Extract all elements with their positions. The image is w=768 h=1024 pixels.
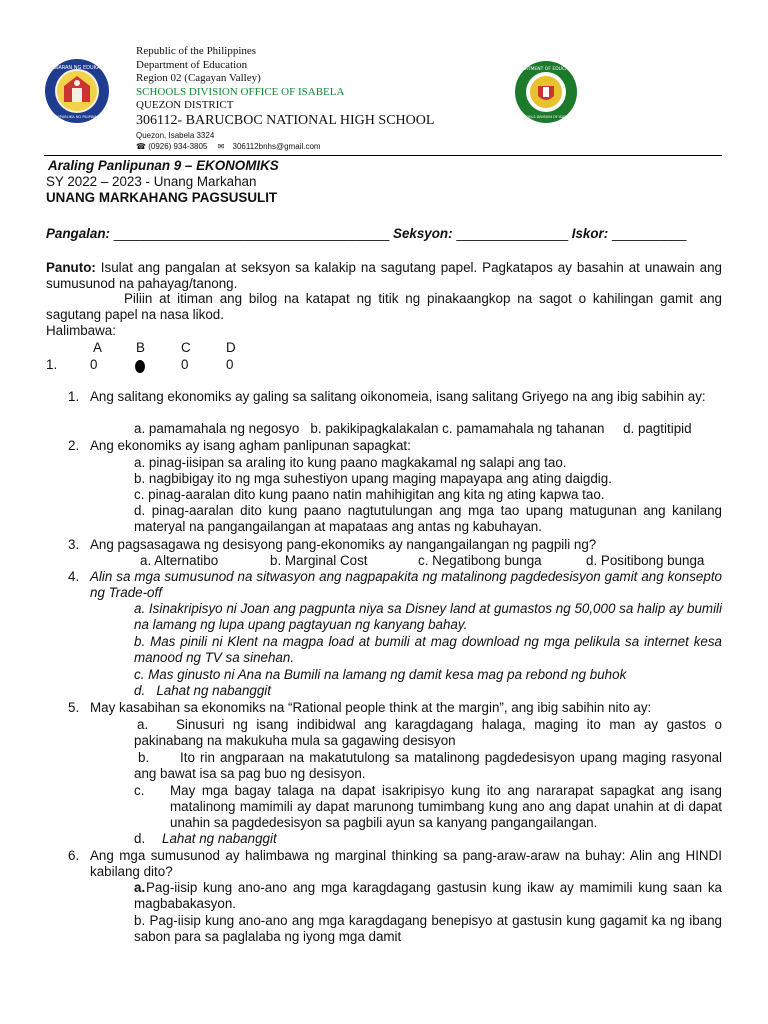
question-4-text: Alin sa mga sumusunod na sitwasyon ang nagpapakita ng matalinong pagdedesisyon gamit ang konsepto ng Trade-off: [90, 569, 722, 600]
question-4-number: 4.: [68, 569, 80, 584]
instructions-paragraph-2: Piliin at itiman ang bilog na katapat ng titik ng pinakaangkop na sagot o kahilingan gamit ang sagutang papel na nasa likod.: [46, 291, 722, 322]
question-4-option-d: d. Lahat ng nabanggit: [134, 683, 271, 698]
question-3-option-a: a. Alternatibo: [140, 553, 219, 568]
question-5-number: 5.: [68, 700, 80, 715]
example-bubble-d: 0: [226, 357, 234, 372]
example-label: Halimbawa:: [46, 323, 116, 338]
example-number: 1.: [46, 357, 58, 372]
question-2-option-a: a. pinag-iisipan sa araling ito kung paano magkakamal ng salapi ang tao.: [134, 455, 567, 470]
question-3-option-c: c. Negatibong bunga: [418, 553, 542, 568]
instructions-label: Panuto:: [46, 260, 96, 275]
question-2-text: Ang ekonomiks ay isang agham panlipunan sapagkat:: [90, 438, 411, 453]
question-4-option-b: b. Mas pinili ni Klent na magpa load at bumili at mag download ng mga pelikula sa internet kesa manood ng TV sa sinehan.: [134, 634, 722, 665]
question-5-option-b: Ito rin angparaan na makatutulong sa matalinong pagdedesisyon upang maging rasyonal ang bawat isa sa pag buo ng desisyon.: [134, 750, 722, 781]
instructions-paragraph-1: [46, 260, 722, 292]
header-address: Quezon, Isabela 3324: [136, 131, 215, 140]
question-2-option-c: c. pinag-aaralan dito kung paano natin mahihigitan ang kita ng ating kapwa tao.: [134, 487, 605, 502]
question-3-number: 3.: [68, 537, 80, 552]
question-2-option-b: b. nagbibigay ito ng mga suhestiyon upang maging mapayapa ang ating daigdig.: [134, 471, 612, 486]
question-5-option-a: Sinusuri ng isang indibidwal ang karagdagang halaga, maging ito man ay gastos o pakinabang na makukuha mula sa gagawing desisyon: [134, 717, 722, 748]
question-4-option-c: c. Mas ginusto ni Ana na Bumili na lamang ng damit kesa mag pa rebond ng buhok: [134, 667, 627, 682]
student-info-line: [46, 226, 686, 242]
header-contact: [136, 142, 321, 152]
example-bubble-b-filled: [135, 360, 145, 373]
svg-text:SCHOOLS DIVISION OF ISABELA: SCHOOLS DIVISION OF ISABELA: [519, 115, 573, 119]
example-letter-b: B: [136, 340, 145, 355]
name-field[interactable]: _____________________________________: [113, 226, 390, 241]
division-seal-right: [514, 60, 578, 124]
question-6-number: 6.: [68, 848, 80, 863]
question-5-option-c: May mga bagay talaga na dapat isakripisyo kung ito ang nararapat sapagkat ang isang matalinong mamimili ay dapat marunong tumimbang kung ano ang dapat unahin at di dapat unahin sa pagdedesisyon sa pagbili ayun sa kanyang pangangailangan.: [170, 783, 722, 830]
question-3-text: Ang pagsasagawa ng desisyong pang-ekonomiks ay nangangailangan ng pagpili ng?: [90, 537, 597, 552]
question-2-number: 2.: [68, 438, 80, 453]
question-1-number: 1.: [68, 389, 80, 404]
example-bubble-c: 0: [181, 357, 189, 372]
question-5-option-c-letter: c.: [134, 783, 145, 798]
deped-seal-left: [40, 58, 114, 124]
header-division: SCHOOLS DIVISION OFFICE OF ISABELA: [136, 86, 345, 98]
question-3-option-b: b. Marginal Cost: [270, 553, 368, 568]
header-divider: [44, 155, 722, 156]
section-label: Seksyon:: [393, 226, 453, 241]
example-bubble-a: 0: [90, 357, 98, 372]
header-region: Region 02 (Cagayan Valley): [136, 72, 261, 84]
score-field[interactable]: __________: [611, 226, 687, 241]
header-district: QUEZON DISTRICT: [136, 99, 234, 111]
instructions-text-1: Isulat ang pangalan at seksyon sa kalakip na sagutang papel. Pagkatapos ay basahin at unawain ang sumusunod na pahayag/tanong.: [46, 260, 722, 291]
phone-icon: ☎: [136, 142, 146, 151]
section-field[interactable]: _______________: [456, 226, 569, 241]
question-5-text: May kasabihan sa ekonomiks na “Rational people think at the margin”, ang ibig sabihin nito ay:: [90, 700, 652, 715]
question-6-option-a-letter: a.: [134, 880, 146, 895]
header-republic: Republic of the Philippines: [136, 45, 257, 57]
svg-text:KAGAWARAN NG EDUKASYON: KAGAWARAN NG EDUKASYON: [40, 65, 114, 71]
example-letter-a: A: [93, 340, 102, 355]
header-phone: (0926) 934-3805: [148, 142, 208, 151]
question-6-option-a: Pag-iisip kung ano-ano ang mga karagdagang gastusin kung ikaw ay mamimili kung saan ka magbabakasyon.: [134, 880, 722, 911]
score-label: Iskor:: [571, 226, 609, 241]
svg-text:REPUBLIKA NG PILIPINAS: REPUBLIKA NG PILIPINAS: [54, 115, 100, 119]
example-letter-c: C: [181, 340, 191, 355]
example-letter-d: D: [226, 340, 236, 355]
exam-title: UNANG MARKAHANG PAGSUSULIT: [46, 190, 278, 205]
school-year: SY 2022 – 2023 - Unang Markahan: [46, 174, 257, 189]
question-5-option-b-letter: b.: [138, 750, 150, 765]
subject-prefix: Araling Panlipunan 9 –: [48, 158, 193, 173]
question-1-options: a. pamamahala ng negosyo b. pakikipagkalakalan c. pamamahala ng tahanan d. pagtitipid: [134, 421, 692, 436]
question-5-option-d: Lahat ng nabanggit: [162, 831, 277, 846]
header-school-name: 306112- BARUCBOC NATIONAL HIGH SCHOOL: [136, 113, 435, 128]
question-2-option-d: d. pinag-aaralan dito kung paano nagtutulungan ang mga tao upang matugunan ang kanilang materyal na pangangailangan at mapataas ang antas ng kabuhayan.: [134, 503, 722, 534]
question-4-option-a: a. Isinakripisyo ni Joan ang pagpunta niya sa Disney land at gumastos ng 50,000 sa halip ay bumili na lamang ng lupa upang pagtayuan ng kanyang bahay.: [134, 601, 722, 632]
subject-line: [48, 158, 279, 174]
header-department: Department of Education: [136, 59, 248, 71]
name-label: Pangalan:: [46, 226, 110, 241]
question-5-option-a-letter: a.: [137, 717, 149, 732]
header-email: 306112bnhs@gmail.com: [232, 142, 321, 151]
question-6-text: Ang mga sumusunod ay halimbawa ng marginal thinking sa pang-araw-araw na buhay: Alin ang HINDI kabilang dito?: [90, 848, 722, 879]
subject-name: EKONOMIKS: [196, 158, 279, 173]
question-3-option-d: d. Positibong bunga: [586, 553, 705, 568]
question-1-text: Ang salitang ekonomiks ay galing sa salitang oikonomeia, isang salitang Griyego na ang ibig sabihin ay:: [90, 389, 706, 404]
question-6-option-b: b. Pag-iisip kung ano-ano ang mga karagdagang benepisyo at gastusin kung gagamit ka ng ibang sabon para sa paglalaba ng iyong mga damit: [134, 913, 722, 944]
svg-text:DEPARTMENT OF EDUCATION: DEPARTMENT OF EDUCATION: [513, 67, 579, 72]
email-icon: ✉: [217, 142, 225, 151]
question-5-option-d-letter: d.: [134, 831, 146, 846]
